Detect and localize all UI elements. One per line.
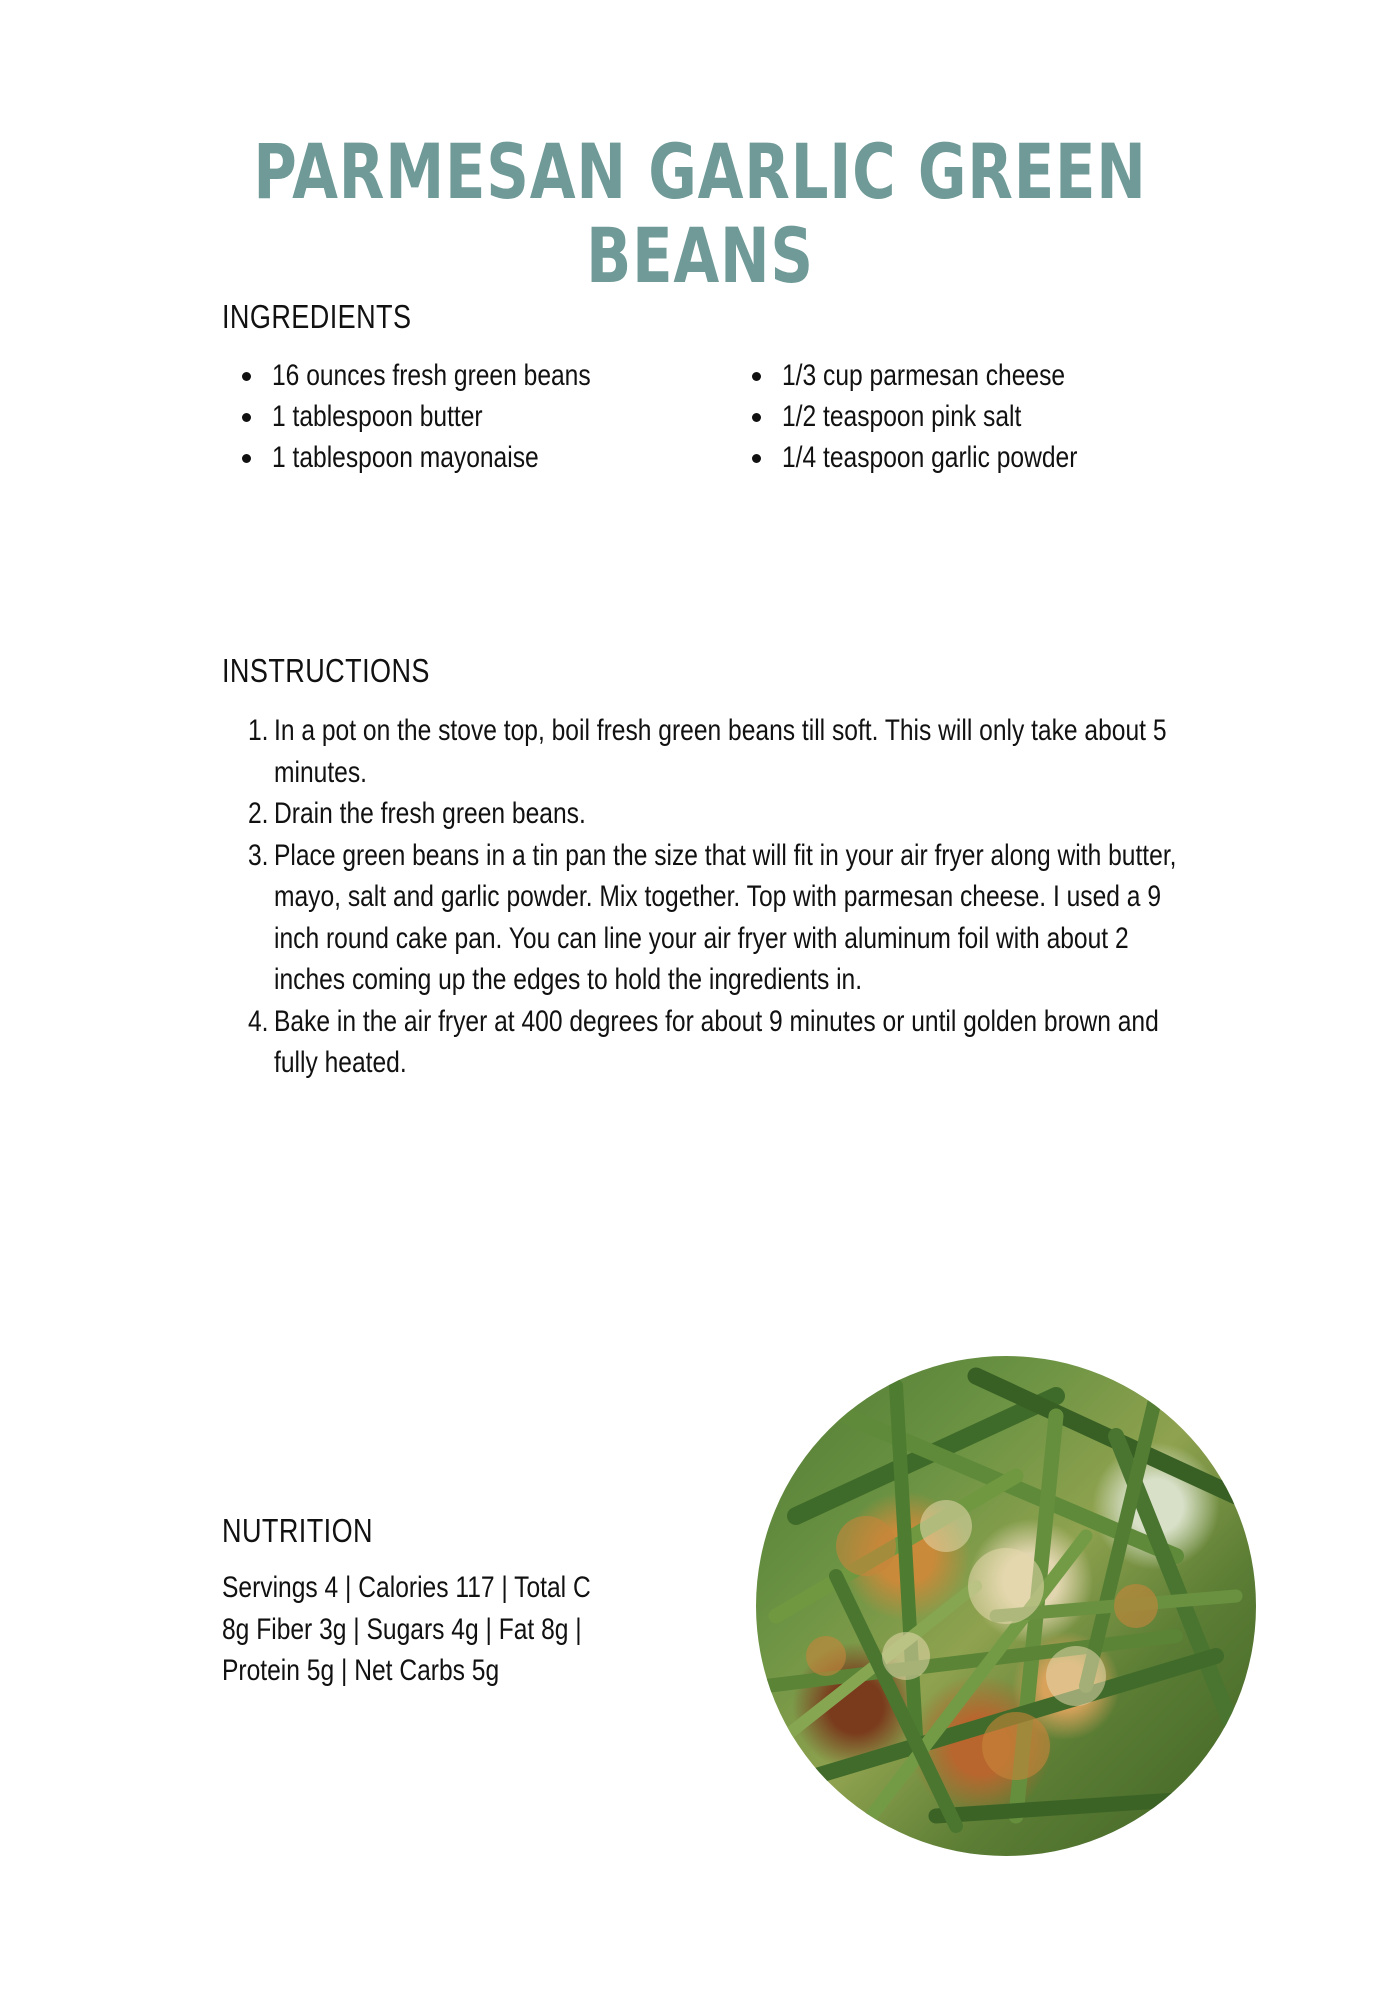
ingredients-heading: INGREDIENTS — [222, 298, 412, 335]
ingredients-list-right — [742, 355, 1142, 478]
instructions-list — [248, 710, 1184, 1084]
ingredient-item: 1 tablespoon butter — [272, 396, 661, 437]
step-text: Bake in the air fryer at 400 degrees for about 9 minutes or until golden brown and fully heated. — [274, 1004, 1159, 1079]
instruction-step — [248, 835, 1184, 1001]
step-number: 4. — [248, 1004, 269, 1038]
ingredients-list-left — [232, 355, 661, 478]
step-number: 2. — [248, 797, 269, 830]
ingredient-item: 1/2 teaspoon pink salt — [782, 396, 1142, 437]
green-beans-photo — [756, 1356, 1256, 1856]
nutrition-heading: NUTRITION — [222, 1512, 374, 1549]
step-text: In a pot on the stove top, boil fresh green beans till soft. This will only take about 5 minutes. — [274, 714, 1167, 789]
recipe-title: PARMESAN GARLIC GREEN BEANS — [253, 127, 1147, 300]
step-text: Place green beans in a tin pan the size that will fit in your air fryer along with butter, mayo, salt and garlic powder. Mix together. Top with parmesan cheese. I used a 9 inch round cake pan. You can line your air fryer with aluminum foil with about 2 inches coming up the edges to hold the ingredients in. — [274, 838, 1177, 996]
step-text: Drain the fresh green beans. — [274, 797, 586, 830]
ingredient-item: 1/3 cup parmesan cheese — [782, 355, 1142, 396]
ingredient-item: 16 ounces fresh green beans — [272, 355, 661, 396]
ingredient-item: 1/4 teaspoon garlic powder — [782, 437, 1142, 478]
step-number: 1. — [248, 714, 269, 747]
nutrition-facts: Servings 4 | Calories 117 | Total C 8g Fiber 3g | Sugars 4g | Fat 8g | Protein 5g | Net Carbs 5g — [222, 1571, 591, 1687]
ingredient-item: 1 tablespoon mayonaise — [272, 437, 661, 478]
instructions-heading: INSTRUCTIONS — [222, 652, 430, 689]
step-number: 3. — [248, 838, 269, 872]
instruction-step — [248, 1001, 1184, 1084]
instruction-step — [248, 793, 1184, 835]
instruction-step — [248, 710, 1184, 793]
green-beans-illustration — [756, 1356, 1256, 1856]
